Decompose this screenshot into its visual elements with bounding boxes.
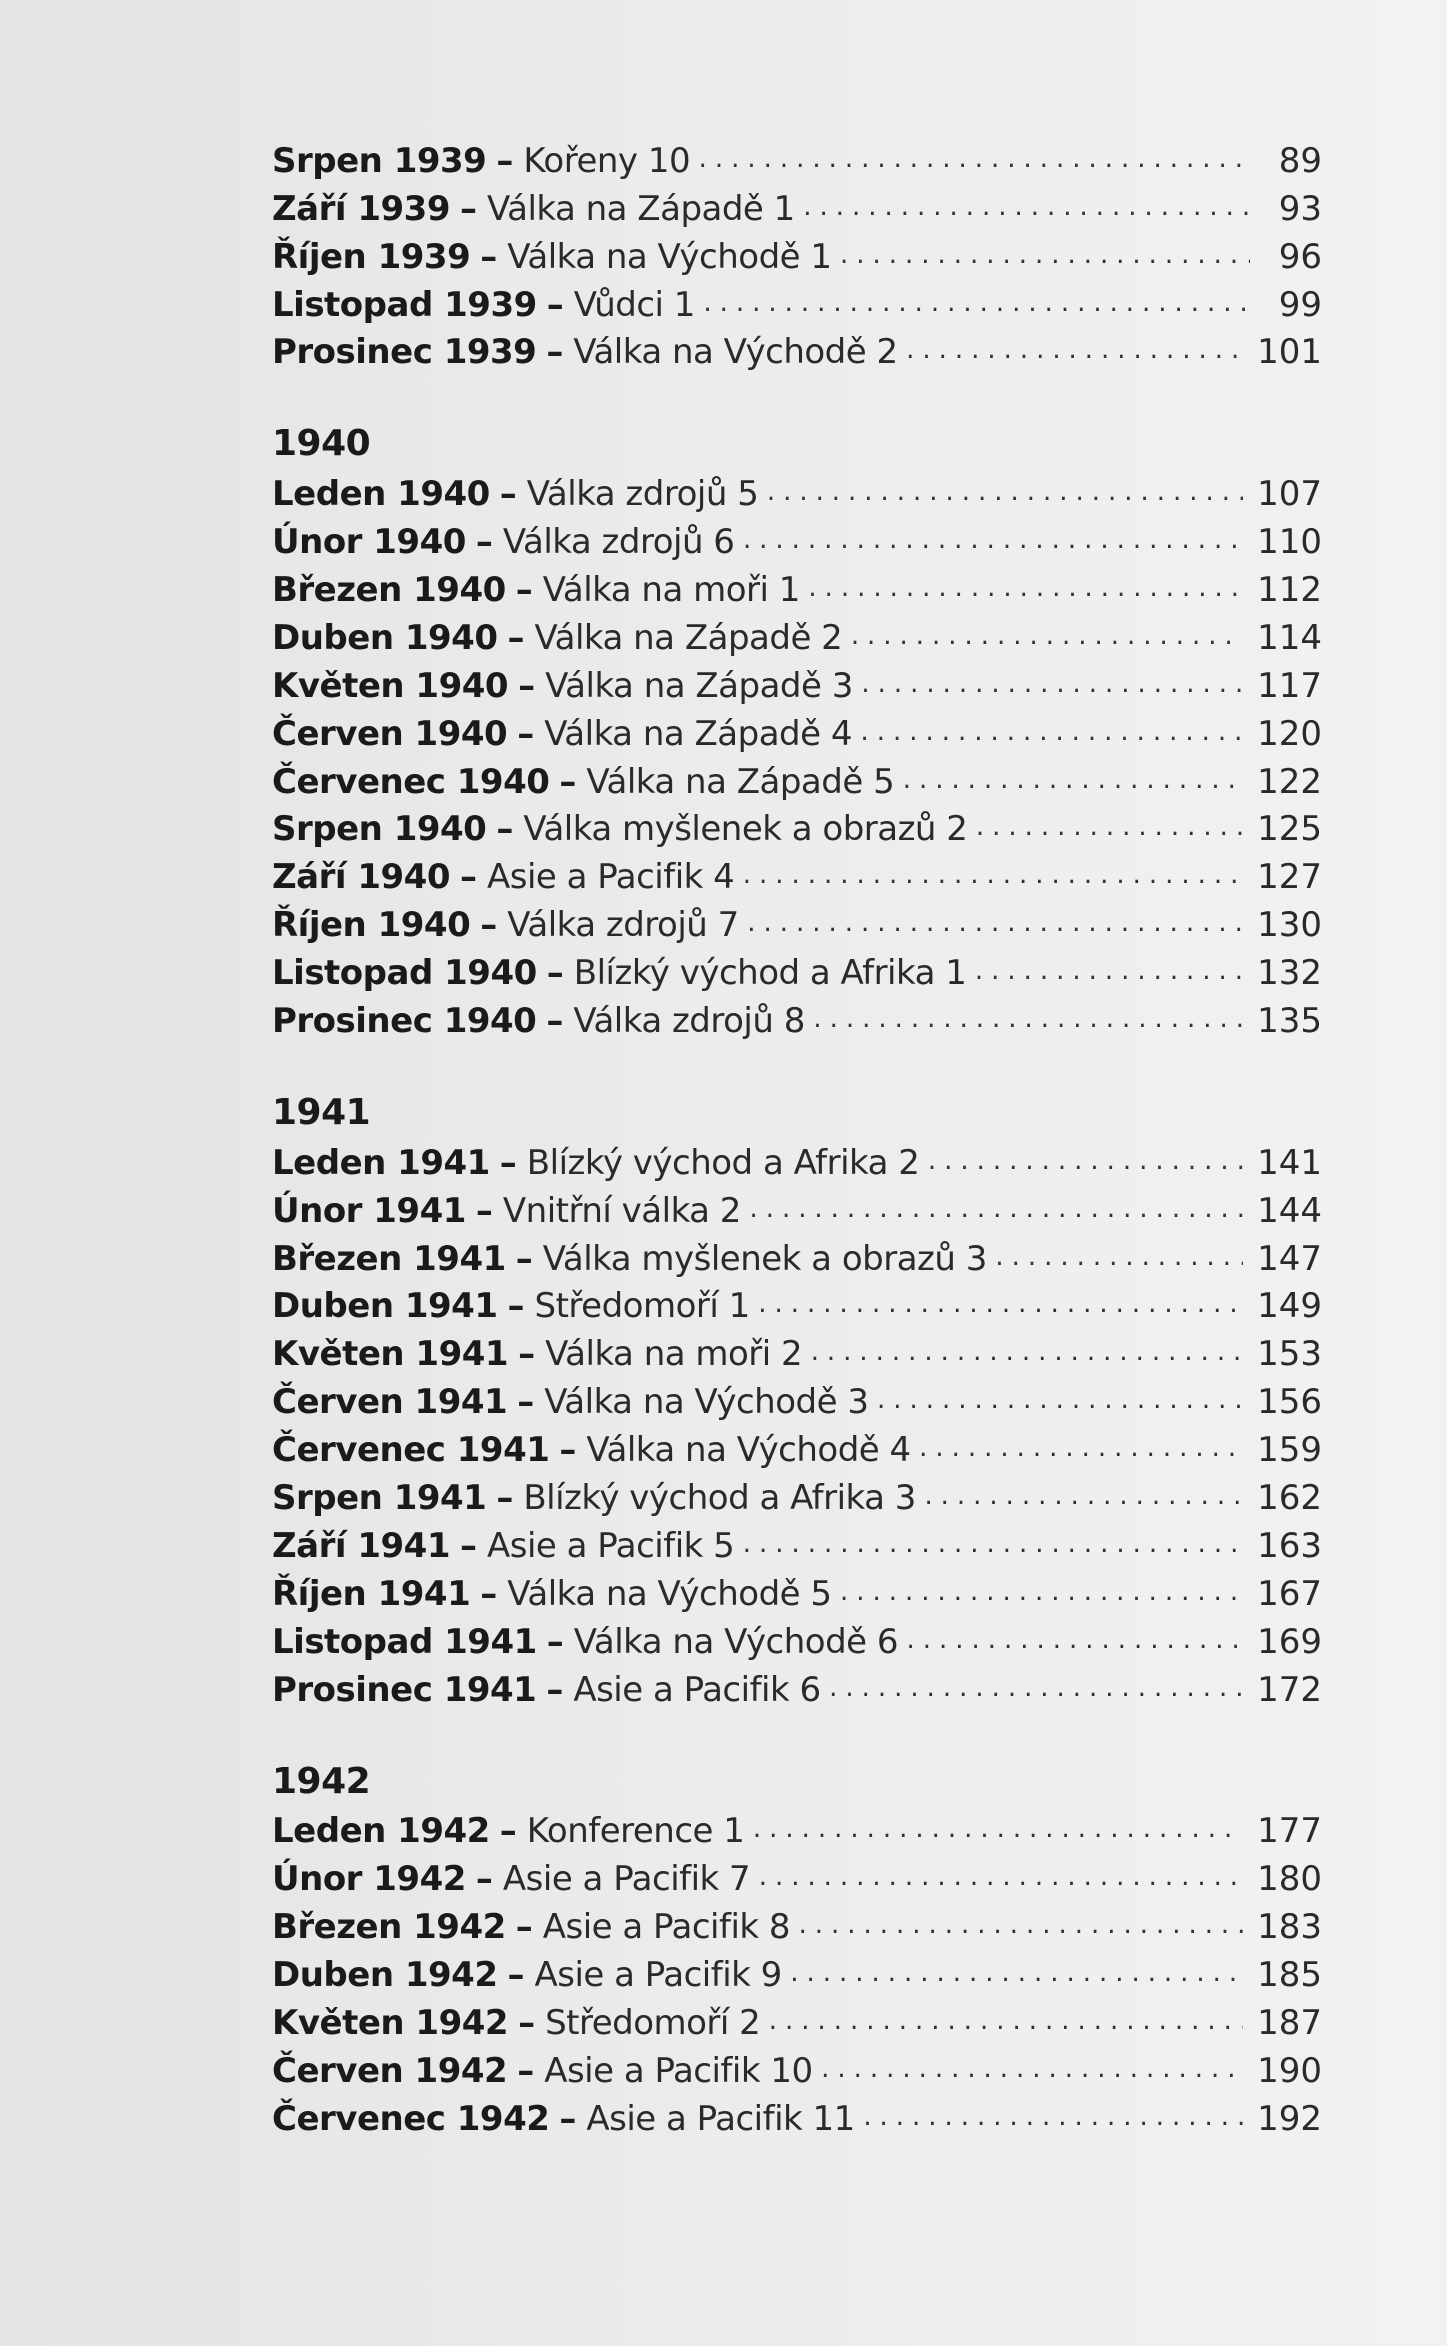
entry-separator: –: [459, 857, 477, 898]
entry-page-number: 187: [1257, 2002, 1322, 2043]
entry-page-number: 112: [1257, 570, 1322, 611]
dot-leader: [993, 1237, 1243, 1281]
entry-separator: –: [480, 236, 498, 277]
dot-leader: [922, 1476, 1243, 1520]
dot-leader: [859, 664, 1243, 708]
entry-separator: –: [546, 332, 564, 373]
entry-separator: –: [515, 1907, 533, 1948]
entry-month: Listopad 1941: [272, 1621, 537, 1662]
dot-leader: [904, 1620, 1243, 1664]
entry-page-number: 107: [1257, 474, 1322, 515]
entry-page-number: 125: [1257, 809, 1322, 850]
toc-entry: [272, 1997, 1322, 2045]
toc-entry: [272, 1853, 1322, 1901]
entry-month: Únor 1940: [272, 522, 466, 563]
entry-title: Blízký východ a Afrika 1: [573, 953, 967, 994]
entry-page-number: 120: [1257, 713, 1322, 754]
dot-leader: [972, 951, 1243, 995]
entry-page-number: 177: [1257, 1811, 1322, 1852]
entry-title: Válka na Východě 2: [573, 332, 898, 373]
entry-page-number: 149: [1257, 1286, 1322, 1327]
entry-separator: –: [499, 474, 517, 515]
dot-leader: [861, 2097, 1243, 2141]
entry-month: Duben 1941: [272, 1286, 498, 1327]
entry-separator: –: [475, 1859, 493, 1900]
entry-month: Listopad 1939: [272, 284, 537, 325]
toc-entry: [272, 2045, 1322, 2093]
entry-page-number: 101: [1257, 332, 1322, 373]
dot-leader: [747, 1189, 1243, 1233]
toc-entry: [272, 899, 1322, 947]
entry-month: Prosinec 1940: [272, 1001, 537, 1042]
dot-leader: [819, 2049, 1243, 2093]
entry-month: Červen 1940: [272, 713, 508, 754]
entry-month: Leden 1942: [272, 1811, 490, 1852]
entry-month: Leden 1941: [272, 1142, 490, 1183]
entry-title: Asie a Pacifik 9: [534, 1955, 782, 1996]
dot-leader: [904, 330, 1243, 374]
entry-title: Válka na Západě 3: [545, 665, 853, 706]
toc-entry: [272, 564, 1322, 612]
entry-title: Vnitřní válka 2: [502, 1190, 741, 1231]
year-heading: 1941: [272, 1092, 371, 1134]
entry-separator: –: [480, 1573, 498, 1614]
entry-page-number: 180: [1257, 1859, 1322, 1900]
entry-month: Červen 1942: [272, 2050, 508, 2091]
entry-separator: –: [475, 522, 493, 563]
entry-separator: –: [518, 1334, 536, 1375]
toc-entry: [272, 1568, 1322, 1616]
entry-page-number: 183: [1257, 1907, 1322, 1948]
entry-page-number: 185: [1257, 1955, 1322, 1996]
section-gap: [272, 1043, 1322, 1089]
dot-leader: [788, 1953, 1243, 1997]
entry-month: Září 1939: [272, 188, 450, 229]
entry-month: Srpen 1941: [272, 1478, 487, 1519]
toc-entry: [272, 468, 1322, 516]
toc-entry: [272, 327, 1322, 375]
entry-title: Válka na Západě 1: [486, 188, 795, 229]
entry-page-number: 156: [1257, 1382, 1322, 1423]
dot-leader: [838, 1572, 1244, 1616]
dot-leader: [973, 807, 1243, 851]
entry-page-number: 141: [1257, 1142, 1322, 1183]
entry-month: Červen 1941: [272, 1382, 508, 1423]
entry-separator: –: [480, 905, 498, 946]
entry-page-number: 110: [1257, 522, 1322, 563]
entry-separator: –: [496, 1478, 514, 1519]
dot-leader: [740, 855, 1243, 899]
entry-separator: –: [499, 1142, 517, 1183]
toc-entry: [272, 804, 1322, 852]
entry-page-number: 96: [1278, 236, 1322, 277]
toc-entry: [272, 516, 1322, 564]
entry-page-number: 167: [1257, 1573, 1322, 1614]
entry-title: Válka na Východě 4: [586, 1430, 911, 1471]
entry-title: Asie a Pacifik 7: [502, 1859, 751, 1900]
entry-title: Válka na moři 2: [545, 1334, 803, 1375]
dot-leader: [756, 1857, 1243, 1901]
dot-leader: [827, 1668, 1243, 1712]
entry-month: Březen 1940: [272, 570, 506, 611]
dot-leader: [740, 1524, 1243, 1568]
entry-title: Válka na Východě 6: [573, 1621, 899, 1662]
dot-leader: [796, 1905, 1243, 1949]
entry-separator: –: [517, 1382, 535, 1423]
entry-separator: –: [496, 809, 514, 850]
toc-entry: [272, 708, 1322, 756]
entry-title: Středomoří 1: [534, 1286, 750, 1327]
dot-leader: [874, 1380, 1243, 1424]
entry-page-number: 127: [1257, 857, 1322, 898]
toc-entry: [272, 660, 1322, 708]
entry-month: Září 1941: [272, 1525, 450, 1566]
dot-leader: [858, 712, 1243, 756]
dot-leader: [806, 568, 1243, 612]
entry-month: Květen 1941: [272, 1334, 509, 1375]
entry-month: Říjen 1940: [272, 905, 471, 946]
toc-entry: [272, 231, 1322, 279]
entry-title: Asie a Pacifik 8: [542, 1907, 791, 1948]
entry-separator: –: [507, 1955, 525, 1996]
entry-title: Válka na Východě 5: [507, 1573, 832, 1614]
entry-title: Válka na Východě 3: [544, 1382, 869, 1423]
dot-leader: [696, 139, 1250, 183]
entry-separator: –: [507, 1286, 525, 1327]
entry-month: Říjen 1939: [272, 236, 471, 277]
toc-entry: [272, 612, 1322, 660]
dot-leader: [745, 903, 1243, 947]
entry-title: Asie a Pacifik 4: [486, 857, 735, 898]
entry-separator: –: [517, 2050, 535, 2091]
entry-page-number: 147: [1257, 1238, 1322, 1279]
toc-entry: [272, 135, 1322, 183]
entry-separator: –: [559, 761, 577, 802]
toc-entry: [272, 1328, 1322, 1376]
toc-entry: [272, 995, 1322, 1043]
entry-title: Středomoří 2: [545, 2002, 761, 2043]
entry-separator: –: [515, 570, 533, 611]
entry-month: Duben 1942: [272, 1955, 498, 1996]
entry-separator: –: [546, 1621, 564, 1662]
entry-page-number: 162: [1257, 1478, 1322, 1519]
entry-month: Srpen 1940: [272, 809, 487, 850]
entry-title: Asie a Pacifik 11: [586, 2098, 855, 2139]
entry-page-number: 132: [1257, 953, 1322, 994]
toc-entry: [272, 756, 1322, 804]
dot-leader: [925, 1141, 1243, 1185]
entry-month: Květen 1940: [272, 665, 509, 706]
entry-title: Válka myšlenek a obrazů 3: [542, 1238, 987, 1279]
entry-page-number: 190: [1257, 2050, 1322, 2091]
entry-month: Listopad 1940: [272, 953, 537, 994]
entry-separator: –: [518, 2002, 536, 2043]
dot-leader: [766, 2001, 1243, 2045]
entry-separator: –: [546, 1669, 564, 1710]
toc-entry: [272, 1185, 1322, 1233]
table-of-contents: [272, 135, 1322, 2141]
dot-leader: [701, 283, 1250, 327]
section-gap: [272, 374, 1322, 420]
entry-separator: –: [518, 665, 536, 706]
entry-page-number: 93: [1278, 188, 1322, 229]
entry-title: Blízký východ a Afrika 3: [523, 1478, 916, 1519]
toc-entry: [272, 1616, 1322, 1664]
entry-page-number: 192: [1257, 2098, 1322, 2139]
toc-entry: [272, 851, 1322, 899]
entry-page-number: 159: [1257, 1430, 1322, 1471]
entry-title: Válka zdrojů 7: [507, 905, 739, 946]
entry-title: Vůdci 1: [573, 284, 695, 325]
dot-leader: [848, 616, 1243, 660]
entry-page-number: 114: [1257, 617, 1322, 658]
toc-entry: [272, 1281, 1322, 1329]
entry-title: Válka na Východě 1: [507, 236, 832, 277]
entry-page-number: 169: [1257, 1621, 1322, 1662]
entry-title: Asie a Pacifik 5: [486, 1525, 735, 1566]
entry-month: Říjen 1941: [272, 1573, 471, 1614]
entry-month: Prosinec 1941: [272, 1669, 537, 1710]
entry-separator: –: [559, 2098, 577, 2139]
entry-month: Květen 1942: [272, 2002, 509, 2043]
entry-separator: –: [515, 1238, 533, 1279]
entry-separator: –: [475, 1190, 493, 1231]
section-gap: [272, 1712, 1322, 1758]
entry-page-number: 135: [1257, 1001, 1322, 1042]
entry-separator: –: [546, 953, 564, 994]
entry-title: Blízký východ a Afrika 2: [526, 1142, 920, 1183]
entry-title: Válka na Západě 5: [586, 761, 895, 802]
entry-separator: –: [507, 617, 525, 658]
entry-page-number: 122: [1257, 761, 1322, 802]
entry-title: Válka na moři 1: [542, 570, 800, 611]
dot-leader: [764, 472, 1243, 516]
entry-title: Válka zdrojů 5: [526, 474, 759, 515]
toc-entry: [272, 1949, 1322, 1997]
dot-leader: [808, 1332, 1243, 1376]
toc-entry: [272, 1901, 1322, 1949]
entry-month: Březen 1942: [272, 1907, 506, 1948]
toc-entry: [272, 2093, 1322, 2141]
toc-entry: [272, 1137, 1322, 1185]
dot-leader: [811, 999, 1243, 1043]
dot-leader: [740, 520, 1243, 564]
entry-title: Asie a Pacifik 10: [544, 2050, 813, 2091]
entry-title: Asie a Pacifik 6: [573, 1669, 821, 1710]
entry-page-number: 89: [1278, 140, 1322, 181]
entry-page-number: 163: [1257, 1525, 1322, 1566]
toc-entry: [272, 1806, 1322, 1854]
entry-month: Únor 1941: [272, 1190, 466, 1231]
entry-month: Červenec 1940: [272, 761, 550, 802]
entry-title: Válka zdrojů 8: [573, 1001, 805, 1042]
toc-entry: [272, 1424, 1322, 1472]
toc-entry: [272, 1376, 1322, 1424]
toc-entry: [272, 1664, 1322, 1712]
year-heading: 1940: [272, 423, 371, 465]
entry-title: Válka na Západě 4: [544, 713, 852, 754]
entry-month: Prosinec 1939: [272, 332, 537, 373]
entry-page-number: 172: [1257, 1669, 1322, 1710]
toc-entry: [272, 1233, 1322, 1281]
entry-title: Kořeny 10: [523, 140, 691, 181]
entry-separator: –: [517, 713, 535, 754]
entry-page-number: 153: [1257, 1334, 1322, 1375]
dot-leader: [900, 760, 1243, 804]
dot-leader: [756, 1284, 1243, 1328]
toc-entry: [272, 1520, 1322, 1568]
entry-separator: –: [546, 1001, 564, 1042]
toc-entry: [272, 183, 1322, 231]
entry-separator: –: [546, 284, 564, 325]
entry-month: Duben 1940: [272, 617, 498, 658]
entry-month: Září 1940: [272, 857, 450, 898]
dot-leader: [750, 1809, 1243, 1853]
entry-title: Konference 1: [526, 1811, 745, 1852]
entry-title: Válka myšlenek a obrazů 2: [523, 809, 968, 850]
dot-leader: [801, 187, 1250, 231]
entry-page-number: 99: [1278, 284, 1322, 325]
toc-entry: [272, 279, 1322, 327]
entry-separator: –: [559, 1430, 577, 1471]
entry-page-number: 144: [1257, 1190, 1322, 1231]
entry-month: Březen 1941: [272, 1238, 506, 1279]
entry-month: Leden 1940: [272, 474, 490, 515]
entry-separator: –: [496, 140, 514, 181]
entry-separator: –: [459, 188, 477, 229]
entry-month: Únor 1942: [272, 1859, 466, 1900]
entry-title: Válka zdrojů 6: [502, 522, 735, 563]
entry-title: Válka na Západě 2: [534, 617, 843, 658]
entry-month: Červenec 1942: [272, 2098, 550, 2139]
toc-entry: [272, 947, 1322, 995]
entry-page-number: 130: [1257, 905, 1322, 946]
entry-page-number: 117: [1257, 665, 1322, 706]
entry-month: Červenec 1941: [272, 1430, 550, 1471]
year-heading: 1942: [272, 1760, 371, 1802]
toc-entry: [272, 1472, 1322, 1520]
dot-leader: [917, 1428, 1243, 1472]
entry-month: Srpen 1939: [272, 140, 487, 181]
entry-separator: –: [499, 1811, 517, 1852]
dot-leader: [838, 235, 1250, 279]
entry-separator: –: [459, 1525, 477, 1566]
